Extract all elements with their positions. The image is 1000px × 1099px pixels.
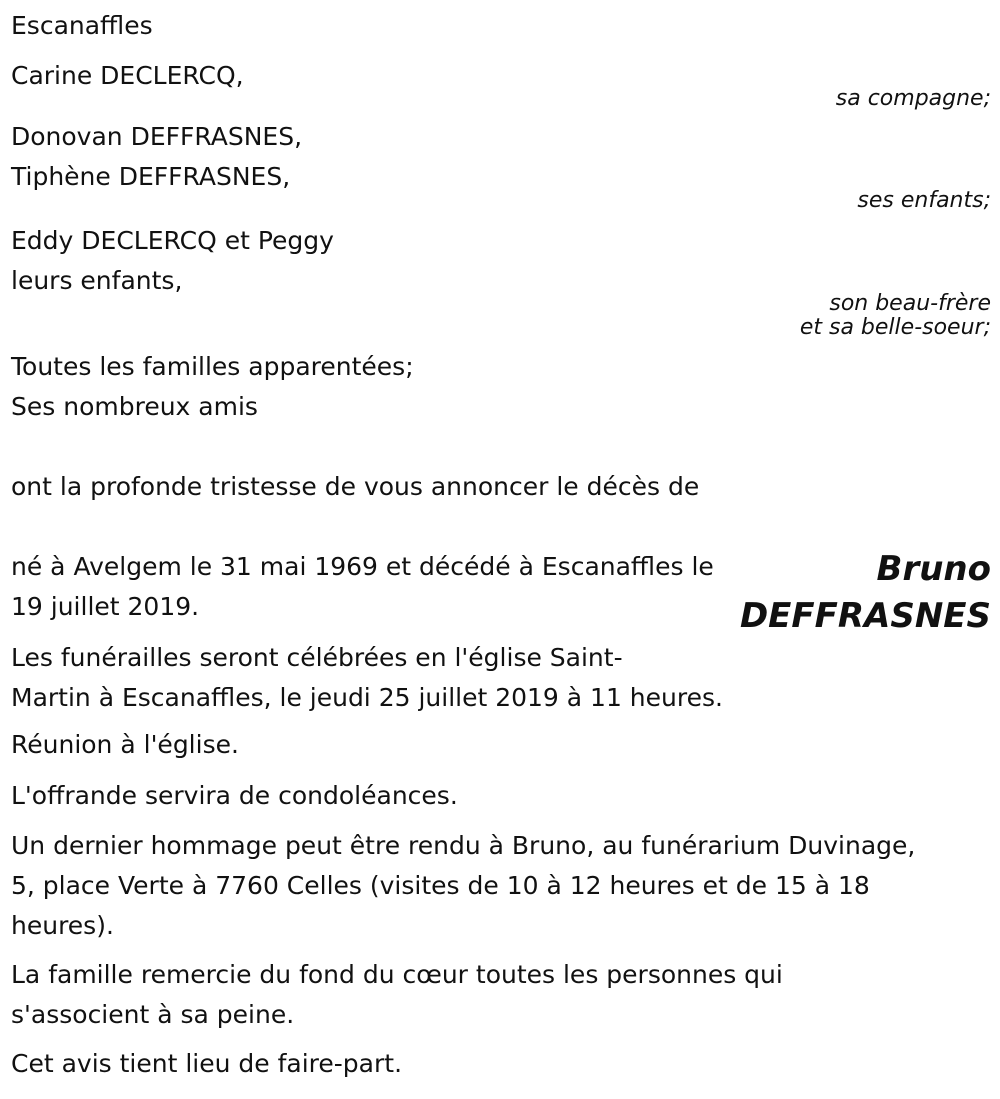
partner-name: Carine DECLERCQ,	[11, 61, 244, 90]
meeting-info: Réunion à l'église.	[11, 730, 239, 759]
offering-info: L'offrande servira de condoléances.	[11, 781, 458, 810]
inlaws-role-line-2: et sa belle-soeur;	[799, 315, 991, 340]
inlaws-role-line-1: son beau-frère	[829, 291, 991, 316]
obituary-notice	[11, 0, 991, 1099]
relatives: Toutes les familles apparentées;	[11, 352, 414, 381]
tribute-line-2: 5, place Verte à 7760 Celles (visites de 10 à 12 heures et de 15 à 18	[11, 871, 870, 900]
life-line-2: 19 juillet 2019.	[11, 592, 200, 621]
place-heading: Escanaffles	[11, 11, 153, 40]
deceased-last-name: DEFFRASNES	[739, 596, 991, 636]
friends: Ses nombreux amis	[11, 392, 258, 421]
thanks-line-2: s'associent à sa peine.	[11, 1000, 295, 1029]
notice-line: Cet avis tient lieu de faire-part.	[11, 1049, 403, 1078]
funeral-line-1: Les funérailles seront célébrées en l'église Saint-	[11, 643, 623, 672]
children-role: ses enfants;	[857, 188, 991, 213]
inlaws-children: leurs enfants,	[11, 266, 183, 295]
child-name-2: Tiphène DEFFRASNES,	[11, 162, 291, 191]
inlaws-names: Eddy DECLERCQ et Peggy	[11, 226, 334, 255]
life-line-1: né à Avelgem le 31 mai 1969 et décédé à Escanaffles le	[11, 552, 714, 581]
tribute-line-3: heures).	[11, 911, 114, 940]
partner-role: sa compagne;	[835, 86, 991, 111]
deceased-first-name: Bruno	[876, 549, 991, 589]
tribute-line-1: Un dernier hommage peut être rendu à Bruno, au funérarium Duvinage,	[11, 831, 916, 860]
announcement: ont la profonde tristesse de vous annoncer le décès de	[11, 472, 700, 501]
thanks-line-1: La famille remercie du fond du cœur toutes les personnes qui	[11, 960, 783, 989]
child-name-1: Donovan DEFFRASNES,	[11, 122, 303, 151]
funeral-line-2: Martin à Escanaffles, le jeudi 25 juillet 2019 à 11 heures.	[11, 683, 723, 712]
